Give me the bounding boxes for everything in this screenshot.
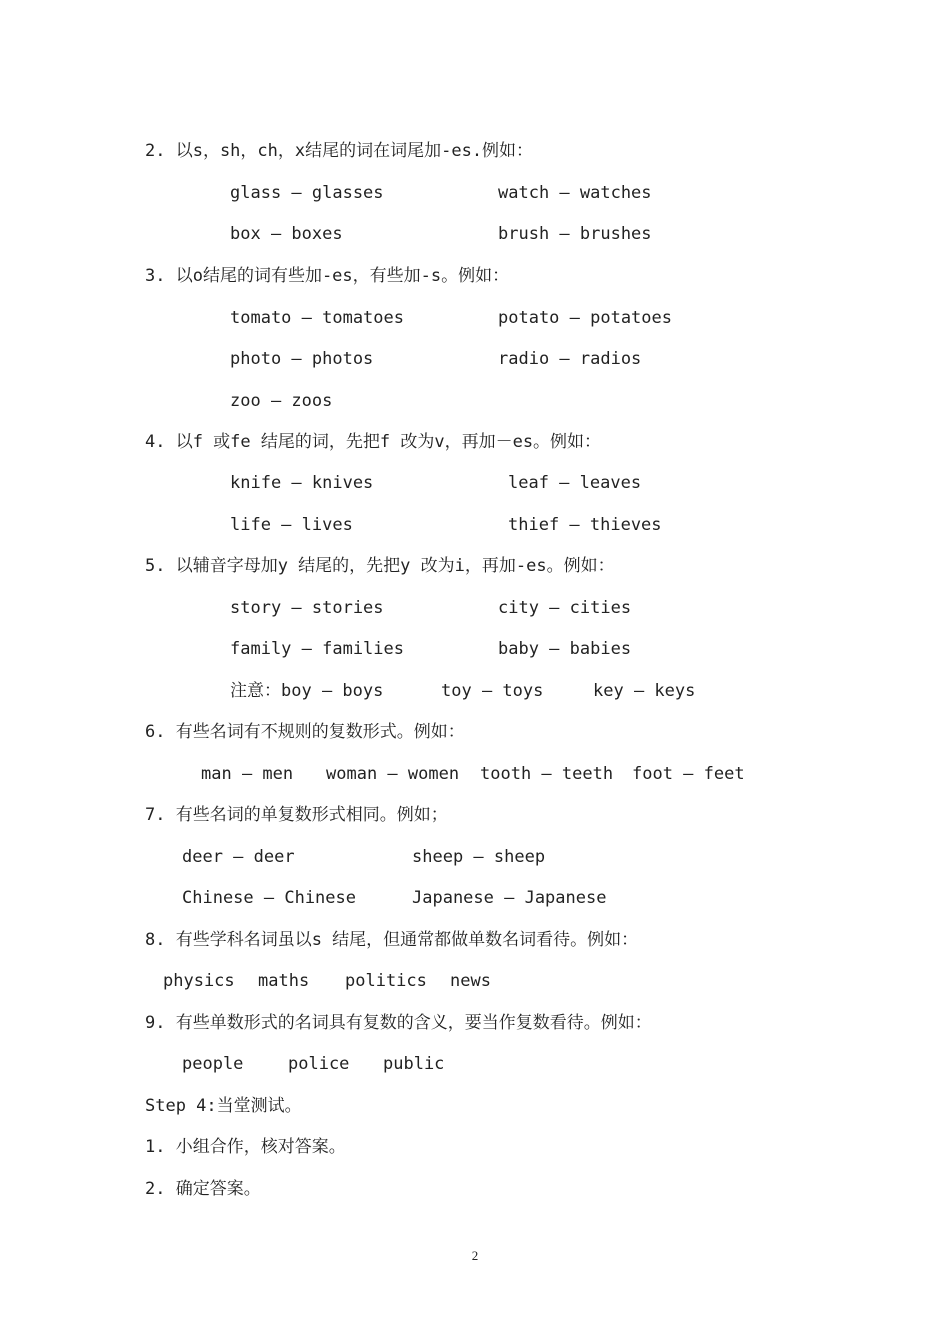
example-item: news [450, 971, 491, 991]
example-item: zoo — zoos [230, 391, 333, 411]
example-item: public [383, 1054, 445, 1074]
example-item: brush — brushes [498, 224, 652, 244]
rule-7-heading: 7. 有些名词的单复数形式相同。例如； [145, 805, 448, 825]
example-item: physics [163, 971, 235, 991]
example-item: Chinese — Chinese [182, 888, 356, 908]
example-item: police [288, 1054, 350, 1074]
step-item: 2. 确定答案。 [145, 1179, 261, 1199]
rule-5-heading: 5. 以辅音字母加y 结尾的，先把y 改为i，再加-es。例如： [145, 556, 615, 576]
example-item: radio — radios [498, 349, 642, 369]
note-item: key — keys [593, 681, 696, 701]
example-item: thief — thieves [508, 515, 662, 535]
example-item: baby — babies [498, 639, 632, 659]
rule-8-heading: 8. 有些学科名词虽以s 结尾，但通常都做单数名词看待。例如： [145, 930, 639, 950]
example-item: Japanese — Japanese [412, 888, 607, 908]
example-item: people [182, 1054, 244, 1074]
example-item: woman — women [326, 764, 460, 784]
example-item: life — lives [230, 515, 353, 535]
example-item: box — boxes [230, 224, 343, 244]
example-item: knife — knives [230, 473, 374, 493]
example-item: story — stories [230, 598, 384, 618]
note-item: toy — toys [441, 681, 544, 701]
note-item: 注意：boy — boys [230, 681, 384, 701]
example-item: potato — potatoes [498, 308, 672, 328]
example-item: deer — deer [182, 847, 295, 867]
example-item: city — cities [498, 598, 632, 618]
rule-9-heading: 9. 有些单数形式的名词具有复数的含义，要当作复数看待。例如： [145, 1013, 652, 1033]
example-item: man — men [201, 764, 294, 784]
example-item: foot — feet [632, 764, 745, 784]
example-item: glass — glasses [230, 183, 384, 203]
example-item: leaf — leaves [508, 473, 642, 493]
example-item: family — families [230, 639, 404, 659]
example-item: politics [345, 971, 427, 991]
example-item: sheep — sheep [412, 847, 546, 867]
example-item: watch — watches [498, 183, 652, 203]
step-heading: Step 4:当堂测试。 [145, 1096, 302, 1116]
rule-6-heading: 6. 有些名词有不规则的复数形式。例如： [145, 722, 465, 742]
rule-4-heading: 4. 以f 或fe 结尾的词，先把f 改为v，再加－es。例如： [145, 432, 602, 452]
example-item: tooth — teeth [480, 764, 614, 784]
page-number: 2 [471, 1248, 479, 1263]
example-item: photo — photos [230, 349, 374, 369]
step-item: 1. 小组合作，核对答案。 [145, 1137, 346, 1157]
example-item: maths [258, 971, 310, 991]
example-item: tomato — tomatoes [230, 308, 404, 328]
rule-3-heading: 3. 以o结尾的词有些加-es，有些加-s。例如： [145, 266, 510, 286]
rule-2-heading: 2. 以s，sh，ch，x结尾的词在词尾加-es.例如： [145, 141, 534, 161]
